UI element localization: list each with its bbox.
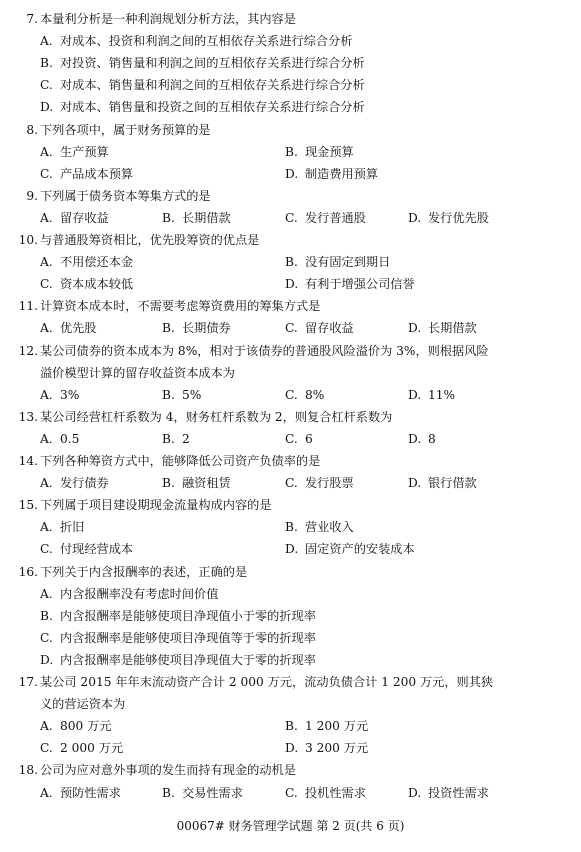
option-letter: C. (40, 542, 53, 557)
option-row (0, 212, 581, 230)
answer-option (40, 720, 112, 732)
option-row (0, 389, 581, 407)
option-text: 对投资、销售量和利润之间的互相依存关系进行综合分析 (60, 56, 365, 71)
question-number: 18. (18, 763, 38, 778)
option-row (0, 57, 581, 75)
answer-option (40, 35, 353, 47)
answer-option (40, 146, 109, 158)
option-letter: B. (162, 476, 175, 491)
question-text: 下列属于项目建设期现金流量构成内容的是 (40, 498, 272, 513)
page-footer: 00067# 财务管理学试题 第 2 页(共 6 页) (176, 819, 405, 833)
option-letter: A. (40, 476, 53, 491)
answer-option (40, 389, 79, 401)
question-number: 14. (18, 454, 38, 468)
question-number: 16. (18, 564, 38, 579)
answer-option (285, 742, 368, 754)
answer-option (285, 389, 324, 401)
option-row (0, 256, 581, 274)
question-number: 9. (26, 188, 38, 203)
option-letter: B. (162, 210, 175, 225)
option-letter: C. (40, 78, 53, 93)
option-letter: B. (285, 144, 298, 159)
option-letter: B. (40, 56, 53, 71)
answer-option (285, 720, 368, 732)
answer-option (40, 212, 109, 224)
option-letter: B. (40, 608, 53, 623)
answer-option (40, 654, 316, 666)
option-letter: D. (408, 321, 422, 336)
answer-option (285, 212, 366, 224)
option-letter: D. (285, 277, 299, 292)
answer-option (285, 543, 415, 555)
answer-option (40, 256, 133, 268)
answer-option (408, 212, 489, 224)
option-row (0, 654, 581, 672)
question-number: 13. (18, 409, 38, 424)
option-row (0, 79, 581, 97)
answer-option (408, 787, 489, 799)
question-text: 下列关于内含报酬率的表述，正确的是 (40, 564, 248, 579)
option-letter: B. (162, 387, 175, 402)
option-text: 长期债券 (182, 321, 231, 336)
question-text: 公司为应对意外事项的发生而持有现金的动机是 (40, 763, 296, 778)
answer-option (40, 79, 365, 91)
option-text: 11% (428, 387, 456, 402)
option-text: 付现经营成本 (60, 542, 134, 557)
answer-option (40, 168, 133, 180)
option-letter: A. (40, 255, 53, 270)
option-row (0, 632, 581, 650)
option-letter: C. (285, 321, 298, 336)
option-letter: C. (40, 166, 53, 181)
answer-option (408, 389, 455, 401)
option-letter: A. (40, 520, 53, 535)
answer-option (40, 101, 365, 113)
option-text: 优先股 (60, 321, 97, 336)
option-text: 8% (305, 387, 325, 402)
answer-option (40, 588, 218, 600)
option-text: 发行优先股 (428, 210, 489, 225)
option-letter: C. (285, 785, 298, 800)
option-letter: D. (408, 431, 422, 446)
question-number: 17. (18, 675, 38, 689)
option-letter: D. (40, 652, 54, 667)
option-row (0, 322, 581, 340)
option-row (0, 477, 581, 495)
option-letter: B. (285, 719, 298, 734)
option-text: 3 200 万元 (305, 741, 369, 756)
option-letter: B. (162, 431, 175, 446)
option-text: 营业收入 (305, 520, 354, 535)
option-letter: A. (40, 144, 53, 159)
question-stem-continued (0, 367, 581, 385)
question-number: 7. (26, 12, 38, 26)
option-letter: C. (285, 476, 298, 491)
option-letter: D. (408, 210, 422, 225)
option-text: 产品成本预算 (60, 166, 134, 181)
option-row (0, 543, 581, 561)
answer-option (40, 742, 123, 754)
option-row (0, 35, 581, 53)
answer-option (285, 168, 378, 180)
question-text: 下列各种筹资方式中，能够降低公司资产负债率的是 (40, 454, 321, 468)
answer-option (285, 787, 366, 799)
option-text: 留存收益 (60, 210, 109, 225)
option-text: 投机性需求 (305, 785, 366, 800)
option-row (0, 521, 581, 539)
question-stem (0, 13, 581, 31)
option-letter: C. (285, 387, 298, 402)
option-letter: B. (285, 520, 298, 535)
option-text: 固定资产的安装成本 (305, 542, 415, 557)
question-text: 某公司债券的资本成本为 8%，相对于该债券的普通股风险溢价为 3%，则根据风险 (40, 343, 489, 358)
answer-option (162, 322, 231, 334)
option-text: 0.5 (60, 431, 80, 446)
question-stem (0, 499, 581, 517)
option-letter: C. (40, 741, 53, 756)
question-stem (0, 234, 581, 252)
question-number: 11. (18, 299, 38, 314)
answer-option (285, 146, 354, 158)
option-letter: C. (285, 210, 298, 225)
answer-option (162, 433, 190, 445)
answer-option (285, 521, 354, 533)
option-text: 2 000 万元 (60, 741, 124, 756)
option-letter: B. (285, 255, 298, 270)
question-text-continued: 溢价模型计算的留存收益资本成本为 (40, 365, 235, 380)
option-text: 内含报酬率是能够使项目净现值小于零的折现率 (60, 608, 316, 623)
question-stem (0, 676, 581, 694)
question-stem-continued (0, 698, 581, 716)
option-text: 留存收益 (305, 321, 354, 336)
answer-option (40, 278, 133, 290)
question-stem (0, 345, 581, 363)
option-letter: D. (408, 785, 422, 800)
option-row (0, 742, 581, 760)
option-letter: D. (285, 166, 299, 181)
answer-option (408, 433, 436, 445)
answer-option (40, 322, 97, 334)
answer-option (40, 433, 79, 445)
option-text: 长期借款 (182, 210, 231, 225)
option-text: 发行股票 (305, 476, 354, 491)
option-letter: D. (40, 100, 54, 115)
option-text: 折旧 (60, 520, 85, 535)
question-number: 15. (18, 498, 38, 513)
answer-option (285, 433, 313, 445)
question-text: 下列属于债务资本筹集方式的是 (40, 188, 211, 203)
option-text: 发行普通股 (305, 210, 366, 225)
answer-option (40, 521, 84, 533)
option-text: 内含报酬率是能够使项目净现值大于零的折现率 (60, 652, 316, 667)
option-letter: C. (285, 431, 298, 446)
option-row (0, 610, 581, 628)
option-text: 预防性需求 (60, 785, 121, 800)
option-row (0, 146, 581, 164)
answer-option (408, 477, 477, 489)
option-letter: A. (40, 586, 53, 601)
option-row (0, 720, 581, 738)
option-text: 没有固定到期日 (305, 255, 391, 270)
question-stem (0, 190, 581, 208)
question-stem (0, 300, 581, 318)
question-text: 与普通股筹资相比，优先股筹资的优点是 (40, 233, 260, 247)
option-letter: D. (285, 542, 299, 557)
option-text: 对成本、投资和利润之间的互相依存关系进行综合分析 (60, 34, 353, 49)
answer-option (40, 57, 365, 69)
option-text: 对成本、销售量和利润之间的互相依存关系进行综合分析 (60, 78, 365, 93)
option-text: 投资性需求 (428, 785, 489, 800)
option-letter: A. (40, 34, 53, 49)
answer-option (40, 543, 133, 555)
answer-option (285, 477, 354, 489)
option-text: 融资租赁 (182, 476, 231, 491)
option-text: 800 万元 (60, 719, 112, 734)
option-row (0, 278, 581, 296)
option-letter: D. (408, 387, 422, 402)
question-stem (0, 764, 581, 782)
option-letter: A. (40, 210, 53, 225)
option-row (0, 101, 581, 119)
option-letter: A. (40, 321, 53, 336)
option-letter: B. (162, 785, 175, 800)
option-text: 发行债券 (60, 476, 109, 491)
answer-option (285, 256, 390, 268)
option-text: 现金预算 (305, 144, 354, 159)
option-text: 银行借款 (428, 476, 477, 491)
option-letter: A. (40, 785, 53, 800)
option-text: 2 (182, 431, 190, 446)
question-text: 计算资本成本时，不需要考虑筹资费用的筹集方式是 (40, 299, 321, 314)
option-text: 3% (60, 387, 80, 402)
option-text: 对成本、销售量和投资之间的互相依存关系进行综合分析 (60, 100, 365, 115)
answer-option (285, 278, 415, 290)
option-text: 6 (305, 431, 313, 446)
option-row (0, 787, 581, 805)
answer-option (285, 322, 354, 334)
option-text: 1 200 万元 (305, 719, 369, 734)
option-text: 5% (182, 387, 202, 402)
option-text: 交易性需求 (182, 785, 243, 800)
question-stem (0, 455, 581, 473)
option-letter: A. (40, 719, 53, 734)
option-letter: A. (40, 387, 53, 402)
option-text: 生产预算 (60, 144, 109, 159)
option-row (0, 588, 581, 606)
question-text: 某公司 2015 年年末流动资产合计 2 000 万元，流动负债合计 1 200 万元，则其狭 (40, 675, 494, 689)
question-text: 本量利分析是一种利润规划分析方法，其内容是 (40, 12, 296, 26)
option-row (0, 433, 581, 451)
option-letter: C. (40, 630, 53, 645)
option-text: 内含报酬率是能够使项目净现值等于零的折现率 (60, 630, 316, 645)
question-stem (0, 411, 581, 429)
option-text: 制造费用预算 (305, 166, 379, 181)
answer-option (162, 477, 231, 489)
answer-option (40, 610, 316, 622)
option-text: 8 (428, 431, 436, 446)
answer-option (162, 389, 201, 401)
option-letter: D. (285, 741, 299, 756)
question-number: 12. (18, 343, 38, 358)
option-text: 资本成本较低 (60, 277, 134, 292)
option-text: 内含报酬率没有考虑时间价值 (60, 586, 219, 601)
answer-option (40, 787, 121, 799)
question-number: 10. (18, 233, 38, 247)
question-text-continued: 义的营运资本为 (40, 697, 126, 712)
option-letter: C. (40, 277, 53, 292)
question-text: 下列各项中，属于财务预算的是 (40, 122, 211, 137)
option-text: 长期借款 (428, 321, 477, 336)
option-row (0, 168, 581, 186)
option-letter: B. (162, 321, 175, 336)
question-text: 某公司经营杠杆系数为 4，财务杠杆系数为 2，则复合杠杆系数为 (40, 409, 393, 424)
option-text: 有利于增强公司信誉 (305, 277, 415, 292)
option-text: 不用偿还本金 (60, 255, 134, 270)
answer-option (162, 787, 243, 799)
question-stem (0, 566, 581, 584)
option-letter: D. (408, 476, 422, 491)
question-stem (0, 124, 581, 142)
question-number: 8. (26, 122, 38, 137)
option-letter: A. (40, 431, 53, 446)
answer-option (40, 632, 316, 644)
answer-option (408, 322, 477, 334)
answer-option (40, 477, 109, 489)
answer-option (162, 212, 231, 224)
